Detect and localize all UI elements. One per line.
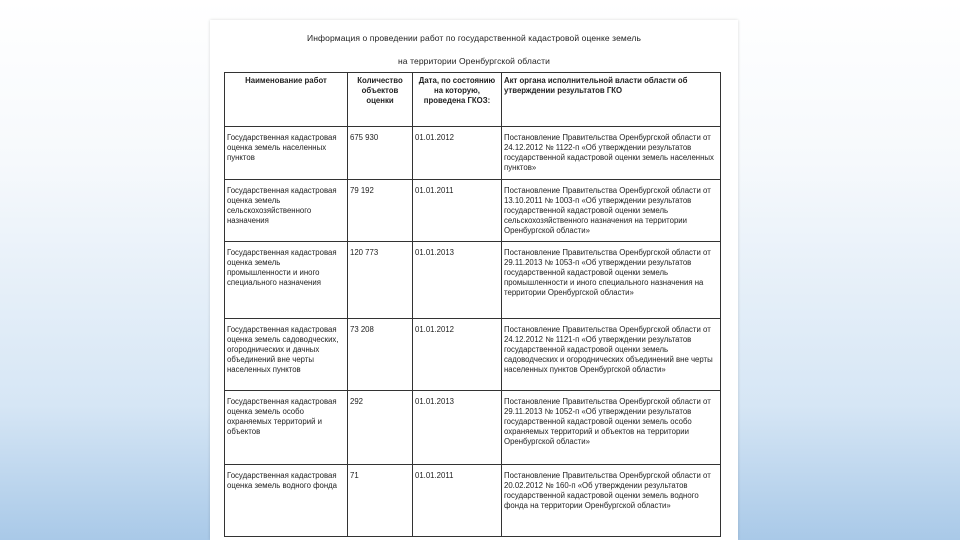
table-row xyxy=(225,465,721,537)
cell-approval-act: Постановление Правительства Оренбургской области от 20.02.2012 № 160-п «Об утверждении результатов государственной кадастровой оценки земель водного фонда на территории Оренбургской области» xyxy=(502,465,721,537)
cell-valuation-date: 01.01.2013 xyxy=(413,391,502,465)
cell-valuation-date: 01.01.2011 xyxy=(413,180,502,242)
table-header-row xyxy=(225,73,721,127)
document-page xyxy=(210,20,738,540)
cell-object-count: 73 208 xyxy=(348,319,413,391)
cell-object-count: 71 xyxy=(348,465,413,537)
cell-work-name: Государственная кадастровая оценка земель промышленности и иного специального назначения xyxy=(225,242,348,319)
cell-work-name: Государственная кадастровая оценка земель водного фонда xyxy=(225,465,348,537)
cell-approval-act: Постановление Правительства Оренбургской области от 24.12.2012 № 1121-п «Об утверждении результатов государственной кадастровой оценки земель садоводческих и огороднических объединений вне черты населенных пунктов Оренбургской области» xyxy=(502,319,721,391)
table-row xyxy=(225,319,721,391)
cell-work-name: Государственная кадастровая оценка земель населенных пунктов xyxy=(225,127,348,180)
cell-valuation-date: 01.01.2012 xyxy=(413,319,502,391)
table-row xyxy=(225,180,721,242)
cell-object-count: 675 930 xyxy=(348,127,413,180)
cell-valuation-date: 01.01.2012 xyxy=(413,127,502,180)
cell-work-name: Государственная кадастровая оценка земель садоводческих, огороднических и дачных объединений вне черты населенных пунктов xyxy=(225,319,348,391)
cell-work-name: Государственная кадастровая оценка земель особо охраняемых территорий и объектов xyxy=(225,391,348,465)
cell-approval-act: Постановление Правительства Оренбургской области от 29.11.2013 № 1053-п «Об утверждении результатов государственной кадастровой оценки земель промышленности и иного специального назначения на территории Оренбургской области» xyxy=(502,242,721,319)
header-object-count: Количество объектов оценки xyxy=(348,73,413,127)
table-row xyxy=(225,127,721,180)
cell-object-count: 120 773 xyxy=(348,242,413,319)
cell-valuation-date: 01.01.2013 xyxy=(413,242,502,319)
document-subtitle: на территории Оренбургской области xyxy=(398,56,550,66)
cell-work-name: Государственная кадастровая оценка земель сельскохозяйственного назначения xyxy=(225,180,348,242)
gko-table xyxy=(224,72,721,537)
header-approval-act: Акт органа исполнительной власти области об утверждении результатов ГКО xyxy=(502,73,721,127)
table-row xyxy=(225,242,721,319)
cell-approval-act: Постановление Правительства Оренбургской области от 13.10.2011 № 1003-п «Об утверждении результатов государственной кадастровой оценки земель сельскохозяйственного назначения на территории Оренбургской области» xyxy=(502,180,721,242)
cell-approval-act: Постановление Правительства Оренбургской области от 24.12.2012 № 1122-п «Об утверждении результатов государственной кадастровой оценки земель населенных пунктов» xyxy=(502,127,721,180)
table-row xyxy=(225,391,721,465)
cell-approval-act: Постановление Правительства Оренбургской области от 29.11.2013 № 1052-п «Об утверждении результатов государственной кадастровой оценки земель особо охраняемых территорий и объектов на территории Оренбургской области» xyxy=(502,391,721,465)
header-valuation-date: Дата, по состоянию на которую, проведена ГКОЗ: xyxy=(413,73,502,127)
document-title: Информация о проведении работ по государственной кадастровой оценке земель xyxy=(307,33,641,43)
cell-object-count: 292 xyxy=(348,391,413,465)
cell-object-count: 79 192 xyxy=(348,180,413,242)
header-work-name: Наименование работ xyxy=(225,73,348,127)
cell-valuation-date: 01.01.2011 xyxy=(413,465,502,537)
